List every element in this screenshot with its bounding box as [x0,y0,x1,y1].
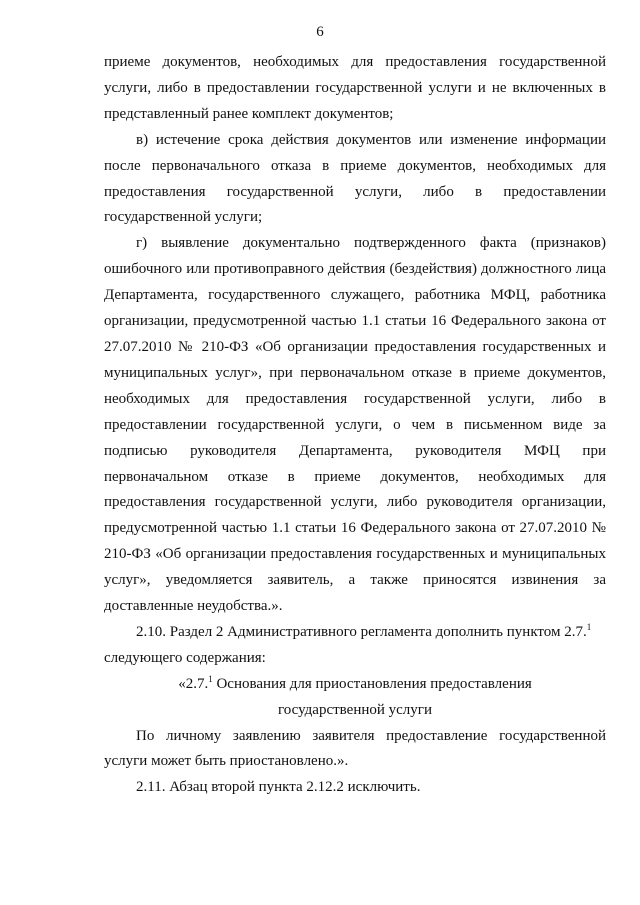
paragraph-intro-continuation: приеме документов, необходимых для предоставления государственной услуги, либо в предоставлении государственной услуги и не включенных в представленный ранее комплект документов; [104,54,606,122]
paragraph-item-g: г) выявление документально подтвержденного факта (признаков) ошибочного или противоправного действия (бездействия) должностного лица Департамента, государственного служащего, работника МФЦ, работника организации, предусмотренной частью 1.1 статьи 16 Федерального закона от 27.07.2010 № 210-ФЗ «Об организации предоставления государственных и муниципальных услуг», при первоначальном отказе в приеме документов, необходимых для предоставления государственной услуги, либо в предоставлении государственной услуги, о чем в письменном виде за подписью руководителя Департамента, руководителя МФЦ при первоначальном отказе в приеме документов, необходимых для предоставления государственной услуги, либо руководителя организации, предусмотренной частью 1.1 статьи 16 Федерального закона от 27.07.2010 № 210-ФЗ «Об организации предоставления государственных и муниципальных услуг», уведомляется заявитель, а также приносятся извинения за доставленные неудобства.». [104,235,606,615]
section-heading-line-2: государственной услуги [278,701,432,718]
section-heading-number: «2.7. [178,675,209,692]
paragraph-2-10-superscript: 1 [586,621,592,632]
paragraph-2-10 [104,620,606,672]
paragraph-2-11: 2.11. Абзац второй пункта 2.12.2 исключить. [136,779,421,796]
section-heading-line-1: Основания для приостановления предоставления [212,675,532,692]
page-number: 6 [316,24,324,40]
section-heading-superscript: 1 [208,673,213,684]
paragraph-suspension: По личному заявлению заявителя предоставление государственной услуги может быть приостановлено.». [104,727,606,770]
paragraph-2-10-text: 2.10. Раздел 2 Административного регламента дополнить пунктом 2.7. [136,623,587,640]
paragraph-item-v: в) истечение срока действия документов или изменение информации после первоначального отказа в приеме документов, необходимых для предоставления государственной услуги, либо в предоставлении государственной услуги; [104,131,606,226]
paragraph-2-10-tail: следующего содержания: [104,649,266,666]
section-heading [104,672,606,724]
document-body [104,50,606,801]
